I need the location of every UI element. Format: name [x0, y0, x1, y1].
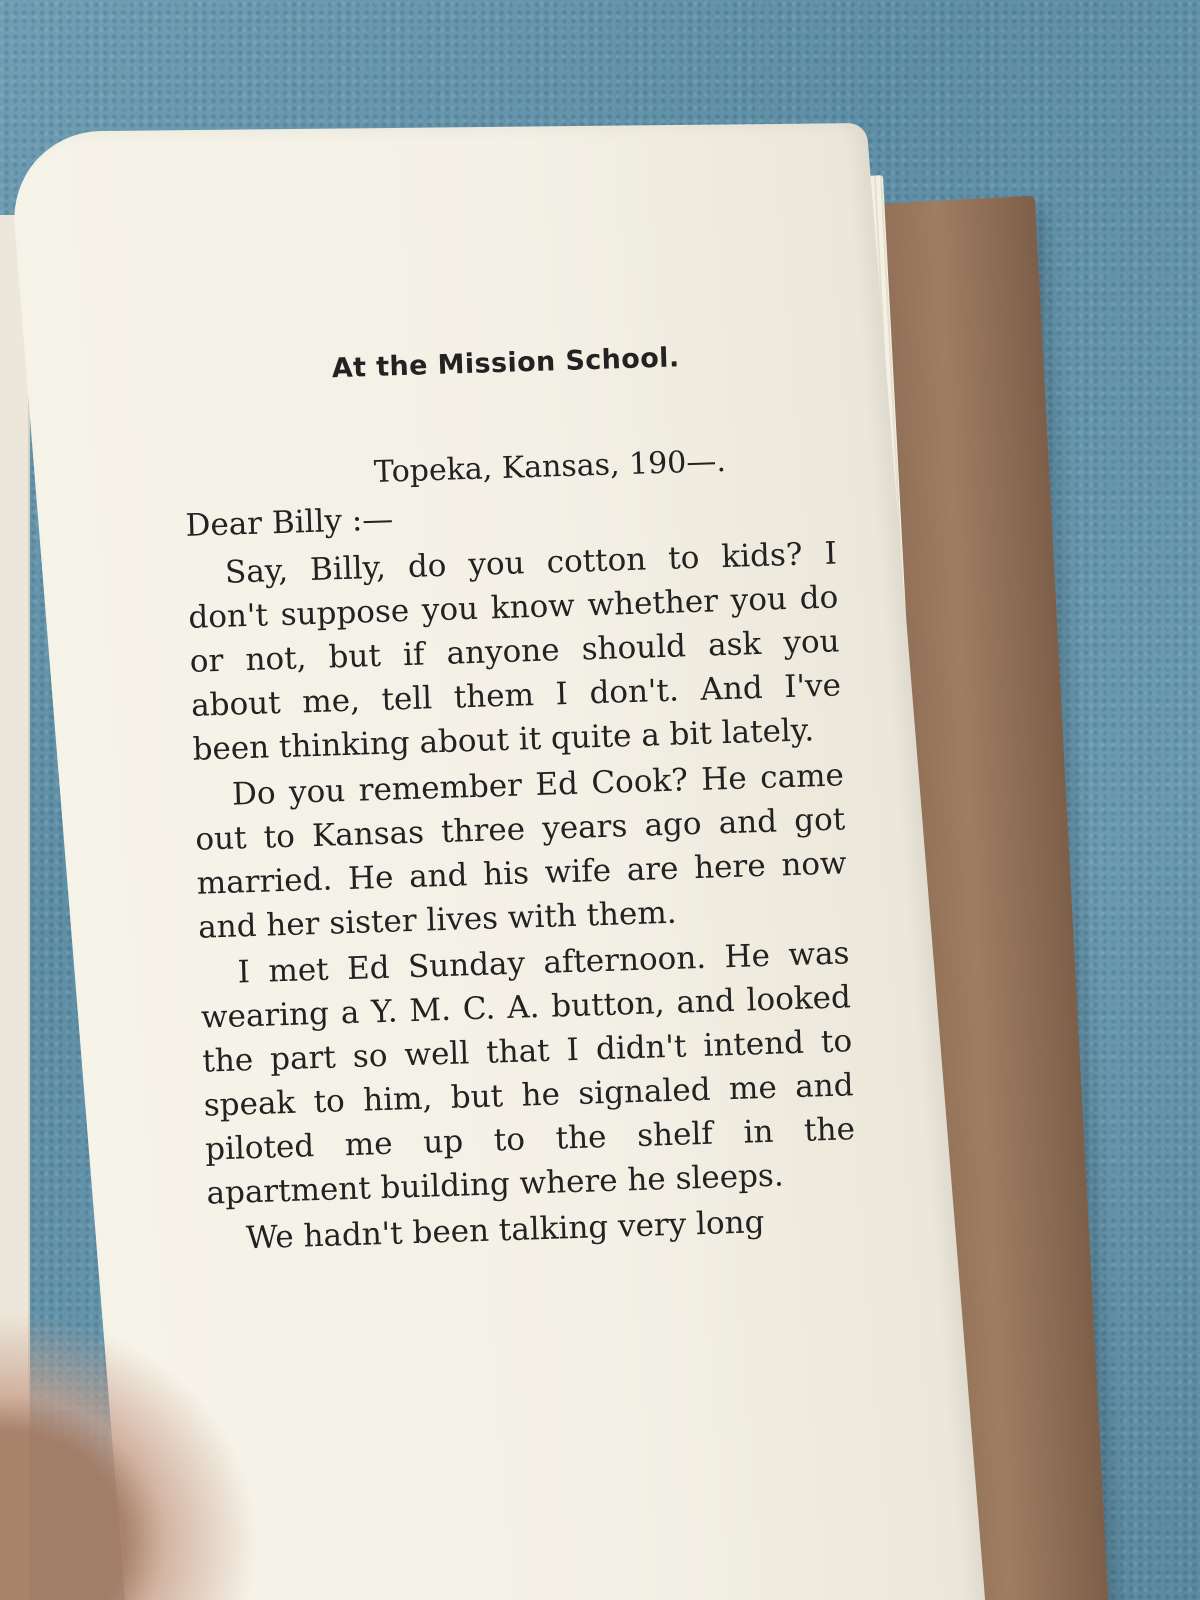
salutation: Dear Billy :—: [185, 501, 394, 544]
page-text: [180, 328, 858, 1264]
finger-shadow: [0, 1310, 260, 1600]
paragraph-1: Say, Billy, do you cotton to kids? I don't suppose you know whether you do or not, but if anyone should ask you about me, tell them I don't. And I've been thinking about it quite a bit lately.: [187, 535, 842, 768]
paragraph-4: We hadn't been talking very long: [245, 1204, 765, 1257]
chapter-title: At the Mission School.: [331, 342, 680, 385]
paragraph-2: Do you remember Ed Cook? He came out to Kansas three years ago and got married. He and his wife are here now and her sister lives with them.: [194, 757, 848, 946]
paragraph-3: I met Ed Sunday afternoon. He was wearing a Y. M. C. A. button, and looked the part so well that I didn't intend to speak to him, but he signaled me and piloted me up to the shelf in the apartment building where he sleeps.: [200, 935, 856, 1212]
dateline: Topeka, Kansas, 190—.: [373, 443, 727, 490]
